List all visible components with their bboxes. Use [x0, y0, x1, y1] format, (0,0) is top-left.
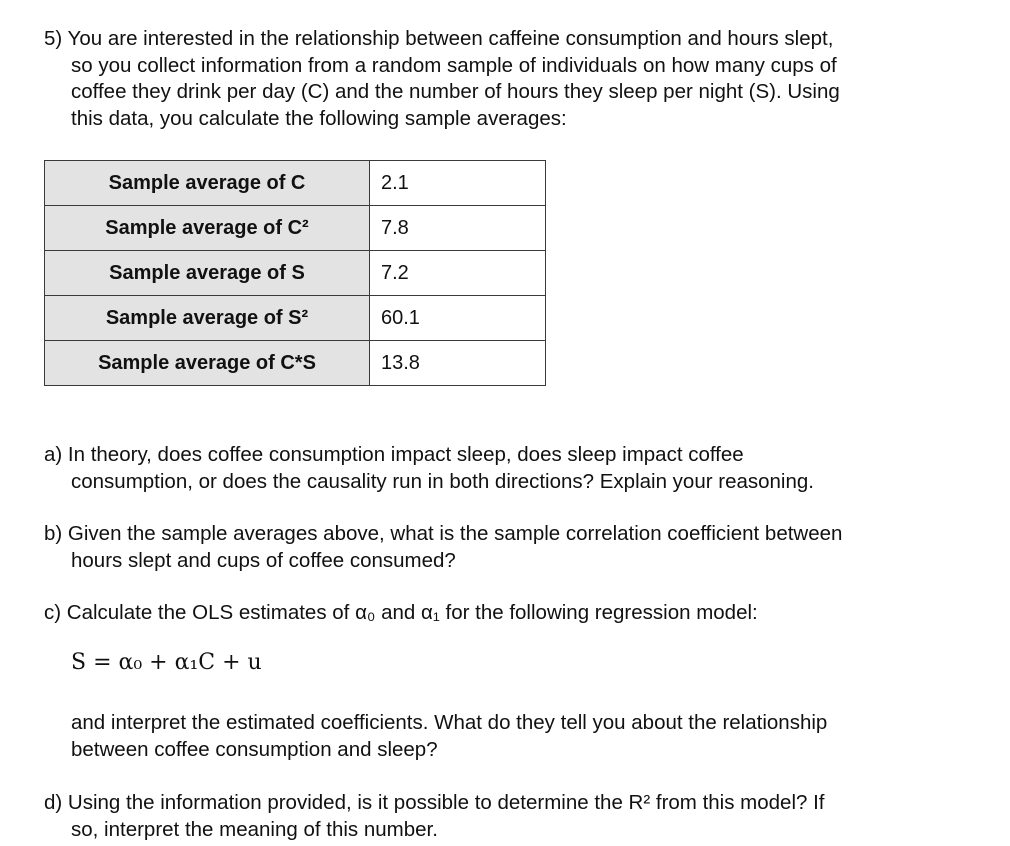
intro-line: this data, you calculate the following sample averages:	[71, 106, 567, 130]
question-line	[44, 600, 944, 627]
question-line: a) In theory, does coffee consumption impact sleep, does sleep impact coffee	[44, 443, 744, 466]
row-value: 7.8	[370, 206, 546, 251]
row-label: Sample average of C²	[45, 206, 370, 251]
intro-line: coffee they drink per day (C) and the number of hours they sleep per night (S). Using	[71, 80, 840, 103]
row-label: Sample average of C	[45, 161, 370, 206]
question-c-continuation	[44, 710, 944, 763]
table-row	[45, 296, 546, 341]
question-line: so, interpret the meaning of this number.	[71, 817, 438, 841]
row-label: Sample average of S²	[45, 296, 370, 341]
intro-line: 5) You are interested in the relationship between caffeine consumption and hours slept,	[44, 27, 834, 50]
alpha-zero-symbol: α₀	[355, 601, 376, 624]
question-a	[44, 442, 944, 495]
sample-averages-table	[44, 160, 546, 386]
row-label: Sample average of C*S	[45, 341, 370, 386]
question-d	[44, 790, 944, 843]
alpha-one-symbol: α₁	[421, 601, 440, 624]
question-line: and interpret the estimated coefficients. What do they tell you about the relationship	[71, 711, 828, 734]
question-c-and: and	[375, 601, 422, 624]
table-row	[45, 206, 546, 251]
table-row	[45, 251, 546, 296]
row-value: 2.1	[370, 161, 546, 206]
table-row	[45, 341, 546, 386]
problem-intro	[44, 26, 944, 132]
question-b	[44, 521, 944, 574]
question-c-suffix: for the following regression model:	[439, 601, 758, 624]
question-line: between coffee consumption and sleep?	[71, 737, 438, 761]
question-c	[44, 600, 944, 627]
question-line: b) Given the sample averages above, what is the sample correlation coefficient between	[44, 522, 843, 545]
row-value: 13.8	[370, 341, 546, 386]
row-value: 60.1	[370, 296, 546, 341]
regression-equation: S = α₀ + α₁C + u	[71, 650, 262, 675]
question-line: hours slept and cups of coffee consumed?	[71, 548, 456, 572]
question-line: d) Using the information provided, is it possible to determine the R² from this model? If	[44, 791, 825, 814]
question-c-prefix: c) Calculate the OLS estimates of	[44, 601, 356, 624]
intro-line: so you collect information from a random sample of individuals on how many cups of	[71, 53, 837, 77]
row-value: 7.2	[370, 251, 546, 296]
question-line: consumption, or does the causality run in both directions? Explain your reasoning.	[71, 469, 814, 493]
row-label: Sample average of S	[45, 251, 370, 296]
table-row	[45, 161, 546, 206]
